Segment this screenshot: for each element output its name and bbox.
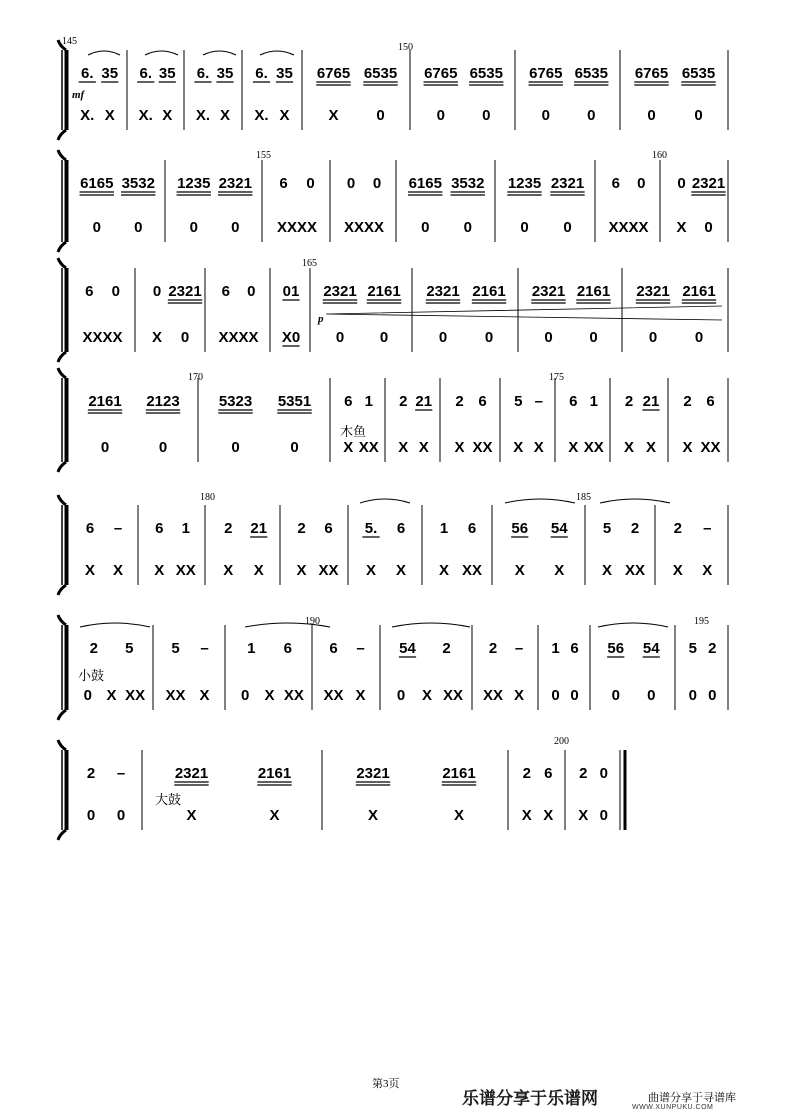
- melody-note: 2321: [691, 175, 726, 192]
- dynamic-mf: mf: [72, 89, 85, 101]
- percussion-note: XX: [461, 562, 483, 579]
- melody-note: 2: [624, 393, 634, 410]
- percussion-note: XX: [125, 687, 146, 704]
- melody-note: 54: [399, 640, 416, 657]
- percussion-note: 0: [83, 687, 93, 704]
- melody-note: 5: [171, 640, 180, 657]
- melody-note: 6: [569, 393, 578, 410]
- percussion-note: XX: [700, 439, 721, 456]
- measure-number: 170: [188, 372, 203, 383]
- percussion-note: X: [223, 562, 234, 579]
- melody-note: 2: [399, 393, 408, 410]
- percussion-note: X: [578, 807, 589, 824]
- melody-note: 6: [467, 520, 477, 537]
- watermark-main: 乐谱分享于乐谱网: [462, 1089, 598, 1108]
- melody-note: 2: [630, 520, 640, 537]
- melody-note: 54: [642, 640, 660, 657]
- melody-note: 6: [279, 175, 288, 192]
- percussion-note: 0: [647, 687, 656, 704]
- percussion-note: X: [418, 439, 429, 456]
- label-muyu: 木鱼: [340, 425, 367, 440]
- melody-note: 6765: [529, 65, 563, 82]
- melody-note: –: [703, 520, 712, 537]
- measure-number: 150: [398, 42, 413, 53]
- melody-note: 0: [247, 283, 256, 300]
- percussion-note: X: [395, 562, 407, 579]
- percussion-note: X: [513, 439, 524, 456]
- melody-note: 6: [155, 520, 164, 537]
- percussion-note: X: [328, 107, 339, 124]
- dynamic-p: p: [318, 313, 324, 325]
- melody-note: 6765: [316, 65, 351, 82]
- percussion-note: 0: [436, 107, 445, 124]
- slur: [600, 499, 670, 503]
- percussion-note: XXXX: [343, 219, 385, 236]
- percussion-note: X: [682, 439, 693, 456]
- percussion-note: XX: [323, 687, 344, 704]
- watermark-url: WWW.XUNPUKU.COM: [632, 1104, 714, 1111]
- melody-note: 2161: [88, 393, 122, 410]
- percussion-note: 0: [484, 329, 494, 346]
- percussion-note: X: [186, 807, 197, 824]
- percussion-note: X: [154, 562, 165, 579]
- percussion-note: XX: [358, 439, 379, 456]
- melody-note: 6765: [424, 65, 458, 82]
- percussion-note: X: [398, 439, 409, 456]
- melody-note: 6: [283, 640, 292, 657]
- melody-note: 35: [276, 65, 293, 82]
- percussion-note: X: [104, 107, 115, 124]
- melody-note: 6535: [363, 65, 398, 82]
- percussion-note: X: [521, 807, 532, 824]
- slur: [598, 623, 668, 627]
- percussion-note: X: [454, 439, 465, 456]
- percussion-note: X.: [254, 107, 269, 124]
- percussion-note: X.: [138, 107, 153, 124]
- melody-note: 35: [216, 65, 234, 82]
- percussion-note: X: [112, 562, 124, 579]
- percussion-note: XX: [472, 439, 493, 456]
- slur: [505, 499, 575, 503]
- slur: [360, 499, 410, 503]
- percussion-note: 0: [100, 439, 110, 456]
- percussion-note: 0: [482, 107, 491, 124]
- percussion-note: 0: [551, 687, 560, 704]
- melody-note: 2161: [442, 765, 476, 782]
- melody-note: 56: [607, 640, 625, 657]
- percussion-note: 0: [704, 219, 713, 236]
- percussion-note: XX: [165, 687, 186, 704]
- percussion-note: 0: [589, 329, 598, 346]
- melody-note: –: [116, 765, 126, 782]
- melody-note: –: [113, 520, 123, 537]
- score-system: [58, 740, 625, 840]
- melody-note: 6: [344, 393, 353, 410]
- score-system: [58, 150, 728, 252]
- melody-note: 01: [282, 283, 300, 300]
- percussion-note: X: [162, 107, 173, 124]
- percussion-note: 0: [599, 807, 608, 824]
- melody-note: 2: [89, 640, 98, 657]
- percussion-note: X: [365, 562, 377, 579]
- melody-note: –: [200, 640, 209, 657]
- percussion-note: XX: [482, 687, 504, 704]
- percussion-note: X: [533, 439, 544, 456]
- percussion-note: X: [623, 439, 635, 456]
- percussion-note: X: [343, 439, 354, 456]
- percussion-note: X: [296, 562, 307, 579]
- melody-note: 0: [677, 175, 686, 192]
- slur: [145, 51, 178, 55]
- percussion-note: 0: [541, 107, 550, 124]
- percussion-note: 0: [240, 687, 250, 704]
- percussion-note: 0: [520, 219, 529, 236]
- percussion-note: X: [645, 439, 657, 456]
- percussion-note: X.: [80, 107, 95, 124]
- measure-number: 160: [652, 150, 667, 161]
- percussion-note: X: [151, 329, 163, 346]
- percussion-note: 0: [570, 687, 579, 704]
- melody-note: 5351: [277, 393, 312, 410]
- melody-note: 21: [642, 393, 660, 410]
- melody-note: –: [514, 640, 524, 657]
- melody-note: 2123: [146, 393, 180, 410]
- melody-note: 6: [396, 520, 406, 537]
- percussion-note: X: [672, 562, 683, 579]
- melody-note: 6: [570, 640, 579, 657]
- melody-note: 1235: [507, 175, 542, 192]
- melody-note: 6165: [80, 175, 114, 192]
- melody-note: 2161: [367, 283, 401, 300]
- melody-note: 1: [364, 393, 373, 410]
- melody-note: 35: [101, 65, 119, 82]
- score-system: [58, 495, 728, 595]
- melody-note: 5.: [364, 520, 378, 537]
- melody-note: 6765: [634, 65, 669, 82]
- score-system: [58, 615, 728, 720]
- percussion-note: 0: [335, 329, 345, 346]
- melody-note: 2161: [576, 283, 611, 300]
- percussion-note: 0: [648, 329, 658, 346]
- percussion-note: XXXX: [82, 329, 123, 346]
- percussion-note: X: [84, 562, 96, 579]
- percussion-note: X: [554, 562, 565, 579]
- measure-number: 175: [549, 372, 564, 383]
- percussion-note: XX: [624, 562, 646, 579]
- melody-note: 35: [158, 65, 176, 82]
- measure-number: 145: [62, 36, 77, 47]
- percussion-note: XX: [283, 687, 304, 704]
- percussion-note: X: [253, 562, 264, 579]
- percussion-note: 0: [189, 219, 198, 236]
- melody-note: 5: [125, 640, 134, 657]
- percussion-note: X: [199, 687, 210, 704]
- page-number: 第3页: [372, 1078, 400, 1090]
- score-system: [58, 40, 728, 140]
- percussion-note: 0: [688, 687, 697, 704]
- melody-note: 0: [306, 175, 315, 192]
- percussion-note: XX: [583, 439, 604, 456]
- melody-note: 5: [602, 520, 612, 537]
- percussion-note: X: [219, 107, 231, 124]
- percussion-note: 0: [116, 807, 126, 824]
- melody-note: –: [356, 640, 365, 657]
- percussion-note: X0: [281, 329, 301, 346]
- percussion-note: 0: [438, 329, 448, 346]
- percussion-note: X: [421, 687, 433, 704]
- percussion-note: 0: [158, 439, 168, 456]
- percussion-note: XXXX: [218, 329, 259, 346]
- melody-note: 6: [324, 520, 333, 537]
- melody-note: 0: [599, 765, 608, 782]
- percussion-note: 0: [647, 107, 656, 124]
- percussion-note: 0: [563, 219, 572, 236]
- melody-note: 6: [221, 283, 230, 300]
- percussion-note: 0: [86, 807, 96, 824]
- melody-note: 6.: [139, 65, 153, 82]
- melody-note: 0: [372, 175, 382, 192]
- percussion-note: X: [355, 687, 366, 704]
- melody-note: 0: [111, 283, 120, 300]
- melody-note: 6: [85, 283, 94, 300]
- melody-note: 2: [579, 765, 588, 782]
- slur: [392, 623, 470, 627]
- percussion-note: 0: [694, 107, 703, 124]
- melody-note: 2321: [323, 283, 357, 300]
- melody-note: 6535: [469, 65, 503, 82]
- melody-note: 0: [637, 175, 646, 192]
- percussion-note: 0: [421, 219, 430, 236]
- melody-note: 2: [224, 520, 233, 537]
- melody-note: 1: [551, 640, 560, 657]
- label-xiaogu: 小鼓: [78, 669, 105, 684]
- percussion-note: 0: [231, 219, 240, 236]
- percussion-note: X: [269, 807, 280, 824]
- percussion-note: X: [702, 562, 713, 579]
- percussion-note: X: [543, 807, 554, 824]
- percussion-note: 0: [376, 107, 385, 124]
- percussion-note: X: [568, 439, 579, 456]
- percussion-note: X.: [195, 107, 211, 124]
- percussion-note: XXXX: [276, 219, 318, 236]
- melody-note: 2: [522, 765, 531, 782]
- melody-note: 0: [152, 283, 162, 300]
- measure-number: 185: [576, 492, 591, 503]
- melody-note: 1: [247, 640, 256, 657]
- percussion-note: XX: [442, 687, 464, 704]
- percussion-note: 0: [290, 439, 299, 456]
- melody-note: 21: [250, 520, 268, 537]
- melody-note: 2321: [168, 283, 202, 300]
- slur: [80, 623, 150, 627]
- melody-note: 1: [439, 520, 449, 537]
- melody-note: 1: [589, 393, 598, 410]
- measure-number: 190: [305, 616, 320, 627]
- percussion-note: 0: [231, 439, 240, 456]
- slur: [260, 51, 294, 55]
- melody-note: 6: [329, 640, 338, 657]
- decrescendo-hairpin: [326, 306, 722, 320]
- percussion-note: X: [513, 687, 525, 704]
- melody-note: 2: [86, 765, 96, 782]
- score-system: [58, 368, 728, 472]
- melody-note: –: [534, 393, 543, 410]
- percussion-note: X: [367, 807, 379, 824]
- melody-note: 2: [442, 640, 451, 657]
- melody-note: 3532: [121, 175, 155, 192]
- melody-note: 2321: [218, 175, 252, 192]
- slur: [88, 51, 120, 55]
- percussion-note: X: [676, 219, 687, 236]
- measure-number: 200: [554, 736, 569, 747]
- percussion-note: XXXX: [608, 219, 649, 236]
- melody-note: 1: [181, 520, 190, 537]
- melody-note: 21: [415, 393, 433, 410]
- melody-note: 2161: [682, 283, 716, 300]
- melody-note: 3532: [451, 175, 485, 192]
- slur: [203, 51, 236, 55]
- measure-number: 180: [200, 492, 215, 503]
- percussion-note: X: [514, 562, 525, 579]
- melody-note: 6.: [196, 65, 210, 82]
- melody-note: 6535: [681, 65, 716, 82]
- melody-note: 5: [688, 640, 697, 657]
- percussion-note: X: [601, 562, 613, 579]
- percussion-note: 0: [134, 219, 143, 236]
- melody-note: 2161: [472, 283, 506, 300]
- melody-note: 0: [346, 175, 356, 192]
- percussion-note: 0: [587, 107, 596, 124]
- percussion-note: 0: [544, 329, 553, 346]
- percussion-note: X: [264, 687, 275, 704]
- melody-note: 5: [514, 393, 523, 410]
- melody-note: 2: [673, 520, 682, 537]
- melody-note: 2: [488, 640, 498, 657]
- melody-note: 6: [544, 765, 553, 782]
- percussion-note: 0: [708, 687, 717, 704]
- melody-note: 6535: [574, 65, 608, 82]
- percussion-note: 0: [463, 219, 472, 236]
- percussion-note: 0: [396, 687, 406, 704]
- melody-note: 54: [550, 520, 568, 537]
- melody-note: 6: [478, 393, 487, 410]
- percussion-note: 0: [379, 329, 389, 346]
- melody-note: 6.: [80, 65, 94, 82]
- measure-number: 155: [256, 150, 271, 161]
- melody-note: 2161: [257, 765, 292, 782]
- melody-note: 2321: [636, 283, 670, 300]
- melody-note: 6: [611, 175, 620, 192]
- percussion-note: XX: [175, 562, 196, 579]
- melody-note: 2321: [174, 765, 209, 782]
- melody-note: 6: [85, 520, 95, 537]
- melody-note: 1235: [177, 175, 211, 192]
- melody-note: 2321: [550, 175, 585, 192]
- measure-number: 165: [302, 258, 317, 269]
- melody-note: 2321: [531, 283, 566, 300]
- melody-note: 6165: [408, 175, 442, 192]
- melody-note: 5323: [218, 393, 253, 410]
- percussion-note: X: [279, 107, 290, 124]
- melody-note: 2321: [426, 283, 460, 300]
- percussion-note: 0: [694, 329, 704, 346]
- percussion-note: 0: [92, 219, 101, 236]
- melody-note: 6: [706, 393, 715, 410]
- melody-note: 56: [511, 520, 529, 537]
- percussion-note: X: [453, 807, 465, 824]
- percussion-note: 0: [180, 329, 190, 346]
- label-dagu: 大鼓: [155, 793, 182, 808]
- percussion-note: X: [106, 687, 117, 704]
- score-system: [58, 258, 728, 362]
- percussion-note: 0: [611, 687, 620, 704]
- melody-note: 2: [297, 520, 306, 537]
- melody-note: 2: [455, 393, 464, 410]
- percussion-note: XX: [318, 562, 339, 579]
- melody-note: 6.: [255, 65, 268, 82]
- melody-note: 2: [683, 393, 692, 410]
- melody-note: 2: [708, 640, 717, 657]
- melody-note: 2321: [356, 765, 390, 782]
- measure-number: 195: [694, 616, 709, 627]
- percussion-note: X: [438, 562, 450, 579]
- watermark-side: 曲谱分享于寻谱库: [648, 1092, 736, 1104]
